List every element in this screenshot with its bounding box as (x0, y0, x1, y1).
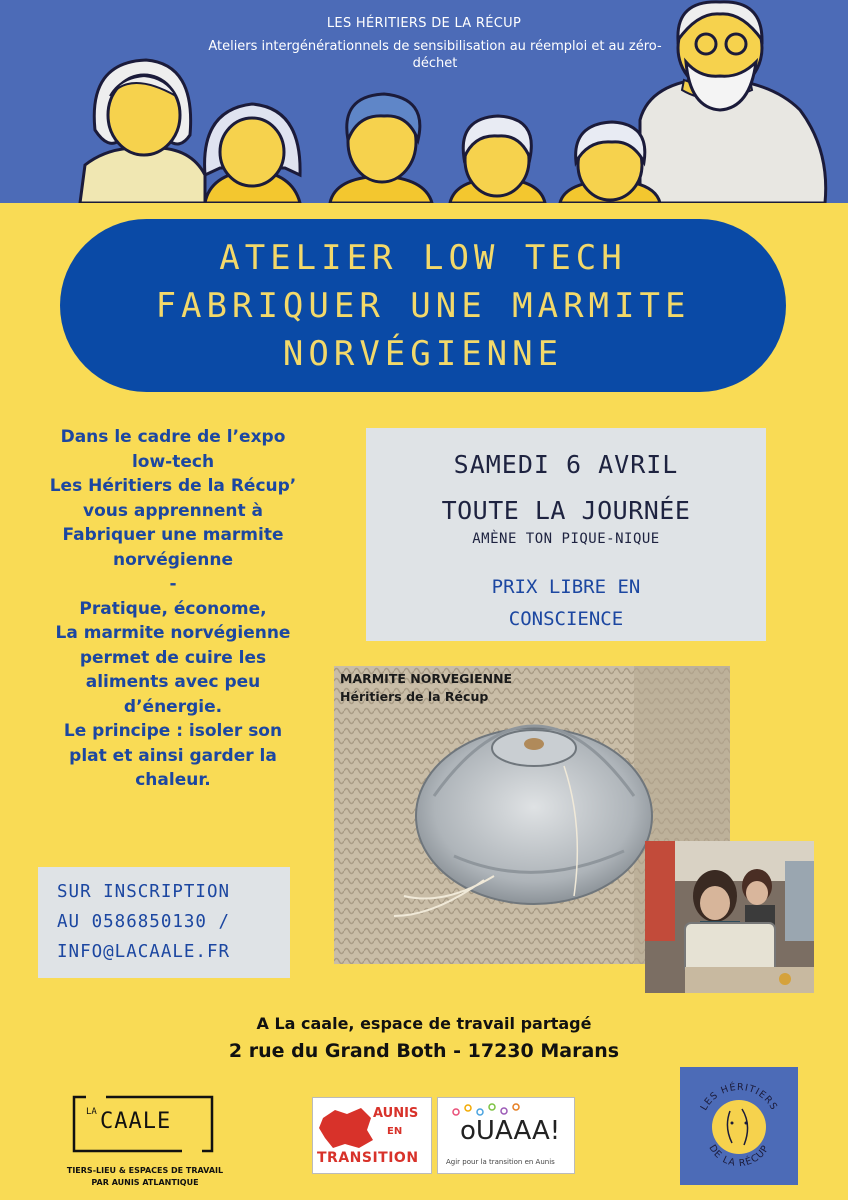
description-line: d’énergie. (123, 696, 223, 717)
description-line: chaleur. (135, 770, 211, 790)
event-title-line: ATELIER LOW TECH (219, 237, 627, 278)
aunis-line: EN (387, 1126, 403, 1137)
description-line: Le principe : isoler son (63, 721, 283, 741)
description-line: low-tech (131, 451, 215, 472)
event-time: TOUTE LA JOURNÉE (441, 496, 691, 525)
description-line: vous apprennent à (83, 500, 263, 521)
description-line: Pratique, économe, (79, 598, 267, 619)
header-subtitle: Ateliers intergénérationnels de sensibilisation au réemploi et au zéro-déchet (208, 39, 662, 71)
description-line: - (169, 574, 177, 594)
header-banner (0, 0, 848, 203)
event-price (366, 571, 766, 635)
registration-email[interactable]: INFO@LACAALE.FR (57, 942, 231, 962)
heritiers-emblem-icon (680, 1067, 798, 1185)
price-line: PRIX LIBRE EN (491, 576, 641, 598)
heritiers-de-la-recup-logo (680, 1067, 798, 1185)
description-line: Les Héritiers de la Récup’ (49, 476, 297, 496)
registration-line: SUR INSCRIPTION (57, 882, 231, 902)
caale-wordmark: CAALE (100, 1109, 172, 1134)
aunis-map-icon (317, 1104, 377, 1152)
heritiers-arc-bottom: DE LA RÉCUP (706, 1142, 772, 1170)
photo-caption-title: MARMITE NORVEGIENNE (340, 671, 513, 686)
workshop-photo (645, 841, 814, 993)
registration-box (38, 867, 290, 978)
price-line: CONSCIENCE (508, 608, 624, 630)
schedule-box (366, 428, 766, 641)
aunis-line: TRANSITION (317, 1150, 419, 1166)
caale-tagline-line: PAR AUNIS ATLANTIQUE (91, 1178, 199, 1187)
photo-caption-credit: Héritiers de la Récup (340, 689, 489, 704)
header-title: LES HÉRITIERS DE LA RÉCUP (326, 16, 522, 31)
event-note: AMÈNE TON PIQUE-NIQUE (472, 531, 660, 547)
ouaaa-wordmark: oUAAA! (460, 1116, 561, 1146)
registration-phone[interactable]: AU 0586850130 / (57, 912, 231, 932)
description-line: plat et ainsi garder la (69, 745, 277, 766)
aunis-line: AUNIS (373, 1106, 419, 1121)
caale-la: LA (86, 1107, 97, 1117)
event-description (28, 425, 318, 793)
venue-name: A La caale, espace de travail partagé (256, 1014, 592, 1033)
aunis-en-transition-logo (312, 1097, 432, 1174)
event-title-banner (60, 219, 786, 392)
photo-caption (340, 670, 512, 706)
ouaaa-tagline: Agir pour la transition en Aunis (446, 1158, 555, 1166)
ouaaa-logo (437, 1097, 575, 1174)
description-line: aliments avec peu (85, 672, 261, 692)
heritiers-arc-top: LES HÉRITIERS (698, 1081, 780, 1113)
event-title-line: NORVÉGIENNE (282, 333, 564, 374)
description-line: permet de cuire les (79, 647, 267, 668)
description-line: norvégienne (112, 549, 234, 570)
description-line: Dans le cadre de l’expo (60, 427, 286, 447)
workshop-image (645, 841, 814, 993)
description-line: Fabriquer une marmite (62, 525, 284, 545)
caale-tagline-line: TIERS-LIEU & ESPACES DE TRAVAIL (66, 1166, 224, 1175)
description-line: La marmite norvégienne (55, 623, 291, 643)
la-caale-logo (72, 1095, 214, 1153)
event-title-line: FABRIQUER UNE MARMITE (155, 285, 691, 326)
event-date: SAMEDI 6 AVRIL (453, 450, 679, 479)
venue-address: 2 rue du Grand Both - 17230 Marans (228, 1040, 620, 1062)
caale-tagline (60, 1165, 230, 1189)
